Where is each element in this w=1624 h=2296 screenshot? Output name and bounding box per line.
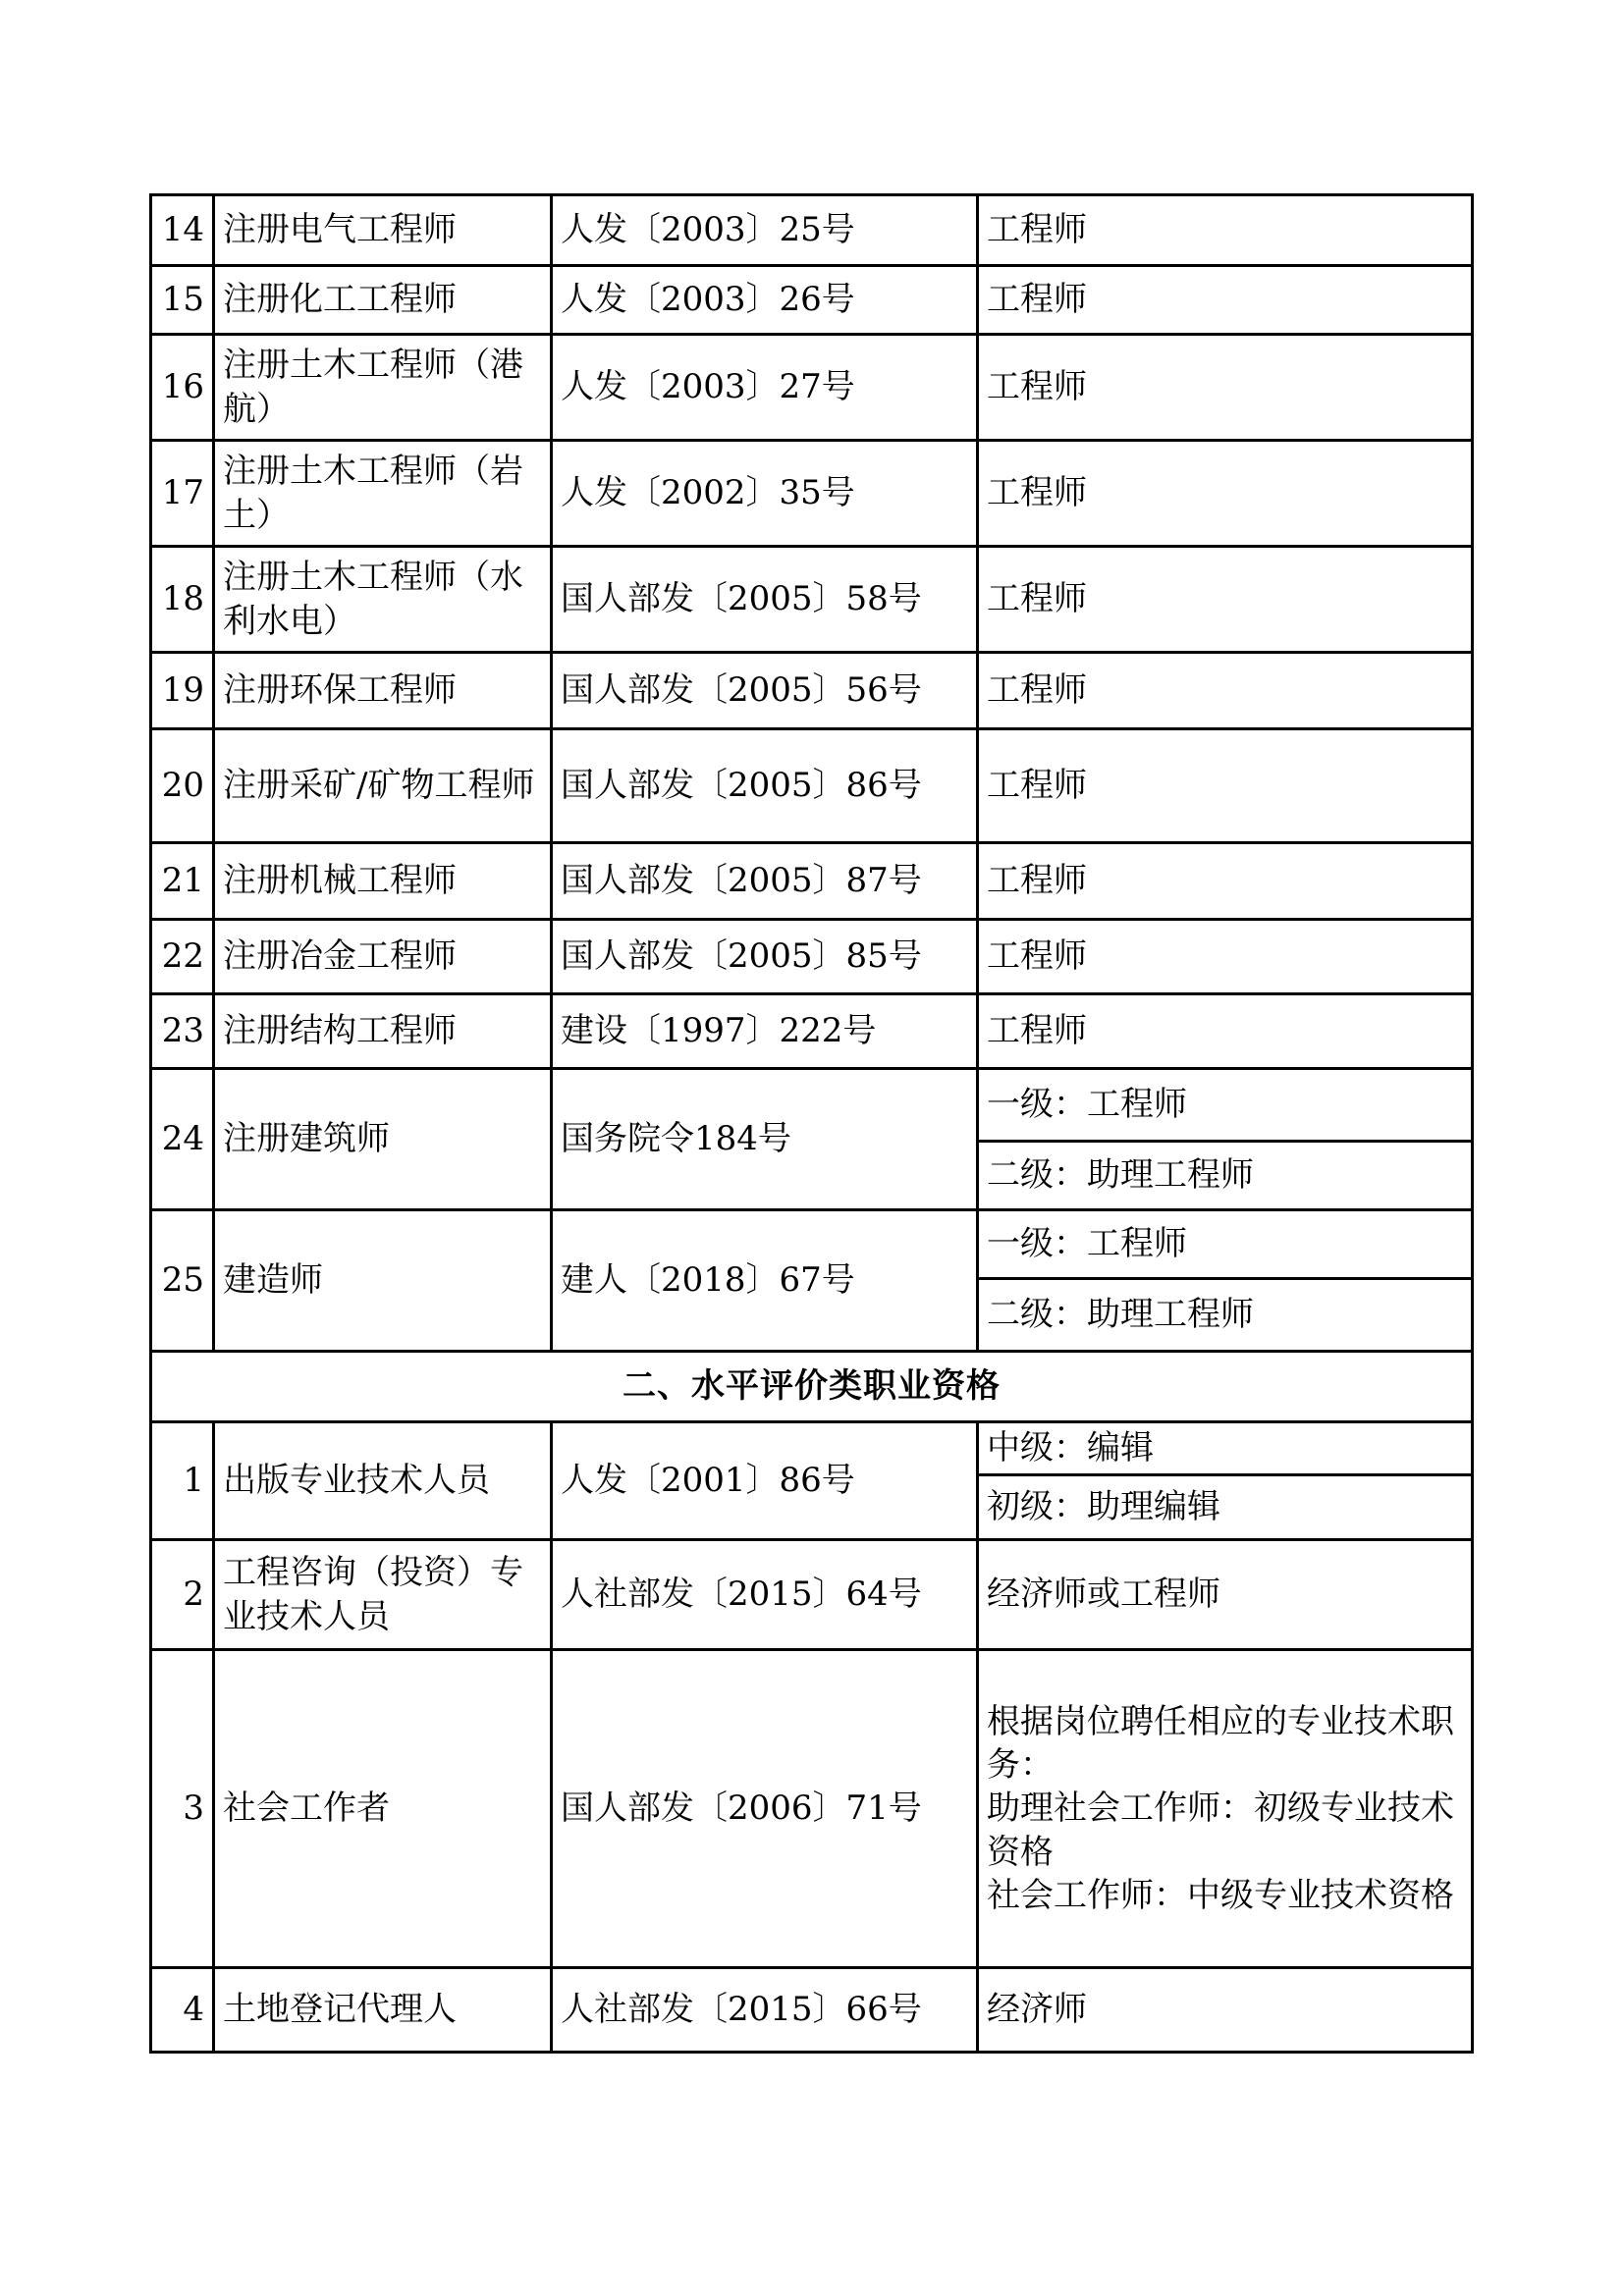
title-level: 一级：工程师 — [978, 1210, 1473, 1279]
title-level: 工程师 — [978, 653, 1473, 729]
document-number: 人社部发〔2015〕64号 — [552, 1540, 978, 1650]
row-number: 4 — [151, 1968, 214, 2053]
row-number: 1 — [151, 1422, 214, 1540]
document-number: 国人部发〔2005〕87号 — [552, 843, 978, 920]
title-level: 初级：助理编辑 — [978, 1475, 1473, 1540]
row-number: 18 — [151, 547, 214, 653]
title-level: 工程师 — [978, 266, 1473, 335]
row-number: 25 — [151, 1210, 214, 1352]
section-title: 二、水平评价类职业资格 — [151, 1352, 1473, 1422]
title-level: 工程师 — [978, 843, 1473, 920]
title-line: 根据岗位聘任相应的专业技术职务： — [987, 1702, 1454, 1786]
document-number: 人发〔2002〕35号 — [552, 441, 978, 547]
qualification-name: 土地登记代理人 — [214, 1968, 552, 2053]
table-row — [151, 547, 1473, 653]
qualification-name: 注册机械工程师 — [214, 843, 552, 920]
table-row — [151, 1540, 1473, 1650]
document-number: 国人部发〔2005〕58号 — [552, 547, 978, 653]
document-number: 人发〔2001〕86号 — [552, 1422, 978, 1540]
table-row — [151, 1422, 1473, 1475]
row-number: 14 — [151, 195, 214, 266]
qualification-name: 注册化工工程师 — [214, 266, 552, 335]
row-number: 20 — [151, 729, 214, 843]
row-number: 22 — [151, 920, 214, 994]
title-level: 工程师 — [978, 920, 1473, 994]
row-number: 21 — [151, 843, 214, 920]
table-row — [151, 843, 1473, 920]
row-number: 16 — [151, 335, 214, 441]
table-row — [151, 441, 1473, 547]
table-row — [151, 653, 1473, 729]
title-level: 工程师 — [978, 195, 1473, 266]
document-page — [149, 193, 1471, 2054]
title-level: 工程师 — [978, 994, 1473, 1069]
table-row — [151, 1650, 1473, 1968]
qualification-name: 社会工作者 — [214, 1650, 552, 1968]
row-number: 23 — [151, 994, 214, 1069]
table-row — [151, 266, 1473, 335]
table-row — [151, 994, 1473, 1069]
table-row — [151, 1210, 1473, 1279]
qualification-name: 注册环保工程师 — [214, 653, 552, 729]
document-number: 国人部发〔2006〕71号 — [552, 1650, 978, 1968]
row-number: 24 — [151, 1069, 214, 1210]
qualification-name: 注册采矿/矿物工程师 — [214, 729, 552, 843]
qualification-name: 注册土木工程师（岩土） — [214, 441, 552, 547]
title-level: 工程师 — [978, 729, 1473, 843]
section-header-row — [151, 1352, 1473, 1422]
qualification-name: 注册结构工程师 — [214, 994, 552, 1069]
title-line: 助理社会工作师：初级专业技术资格 — [987, 1789, 1454, 1872]
row-number: 3 — [151, 1650, 214, 1968]
qualification-name: 注册冶金工程师 — [214, 920, 552, 994]
title-level: 工程师 — [978, 441, 1473, 547]
qualification-name: 注册建筑师 — [214, 1069, 552, 1210]
document-number: 建设〔1997〕222号 — [552, 994, 978, 1069]
document-number: 国务院令184号 — [552, 1069, 978, 1210]
title-level: 工程师 — [978, 335, 1473, 441]
document-number: 人发〔2003〕26号 — [552, 266, 978, 335]
qualification-name: 出版专业技术人员 — [214, 1422, 552, 1540]
row-number: 15 — [151, 266, 214, 335]
document-number: 建人〔2018〕67号 — [552, 1210, 978, 1352]
row-number: 2 — [151, 1540, 214, 1650]
title-level — [978, 1650, 1473, 1968]
table-row — [151, 1968, 1473, 2053]
qualification-name: 注册电气工程师 — [214, 195, 552, 266]
title-level: 经济师或工程师 — [978, 1540, 1473, 1650]
document-number: 人社部发〔2015〕66号 — [552, 1968, 978, 2053]
document-number: 国人部发〔2005〕85号 — [552, 920, 978, 994]
qualification-name: 建造师 — [214, 1210, 552, 1352]
title-line: 社会工作师：中级专业技术资格 — [987, 1875, 1454, 1915]
qualification-name: 注册土木工程师（水利水电） — [214, 547, 552, 653]
table-row — [151, 335, 1473, 441]
document-number: 国人部发〔2005〕56号 — [552, 653, 978, 729]
table-row — [151, 1069, 1473, 1142]
title-level: 工程师 — [978, 547, 1473, 653]
title-level: 一级：工程师 — [978, 1069, 1473, 1142]
table-row — [151, 195, 1473, 266]
document-number: 国人部发〔2005〕86号 — [552, 729, 978, 843]
table-row — [151, 920, 1473, 994]
document-number: 人发〔2003〕27号 — [552, 335, 978, 441]
row-number: 17 — [151, 441, 214, 547]
title-level: 经济师 — [978, 1968, 1473, 2053]
row-number: 19 — [151, 653, 214, 729]
document-number: 人发〔2003〕25号 — [552, 195, 978, 266]
table-row — [151, 729, 1473, 843]
title-level: 二级：助理工程师 — [978, 1142, 1473, 1210]
title-level: 中级：编辑 — [978, 1422, 1473, 1475]
qualification-name: 工程咨询（投资）专业技术人员 — [214, 1540, 552, 1650]
title-level: 二级：助理工程师 — [978, 1279, 1473, 1352]
qualification-table — [149, 193, 1474, 2054]
qualification-name: 注册土木工程师（港航） — [214, 335, 552, 441]
